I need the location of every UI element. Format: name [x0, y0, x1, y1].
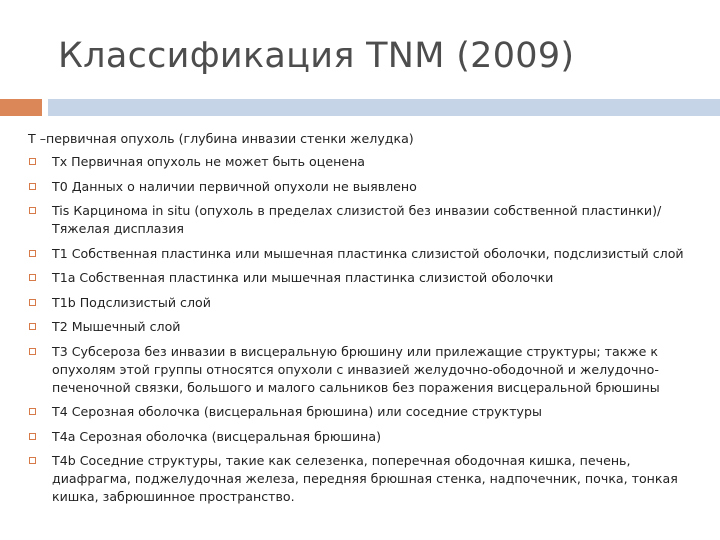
square-bullet-icon — [29, 207, 36, 214]
list-item-text: T4a Серозная оболочка (висцеральная брюшина) — [52, 428, 382, 444]
square-bullet-icon — [29, 457, 36, 464]
square-bullet-icon — [29, 158, 36, 165]
list-item — [28, 428, 698, 446]
square-bullet-icon — [29, 299, 36, 306]
square-bullet-icon — [29, 348, 36, 355]
list-item — [28, 294, 698, 312]
list-item — [28, 269, 698, 287]
list-item — [28, 452, 698, 506]
square-bullet-icon — [29, 433, 36, 440]
list-item-text: T1b Подслизистый слой — [52, 294, 211, 310]
list-item — [28, 178, 698, 196]
accent-bar — [0, 99, 42, 116]
list-item-text: Tx Первичная опухоль не может быть оценена — [52, 154, 366, 169]
list-item — [28, 403, 698, 421]
slide-title: Классификация TNM (2009) — [58, 36, 575, 76]
list-item-text: T2 Мышечный слой — [52, 319, 181, 334]
list-item-text: T1 Собственная пластинка или мышечная пластинка слизистой оболочки, подслизистый слой — [52, 245, 684, 261]
list-item-text: Tis Карцинома in situ (опухоль в пределах слизистой без инвазии собственной пластинки)/ Тяжелая дисплазия — [52, 203, 662, 236]
list-item — [28, 153, 698, 171]
list-item — [28, 318, 698, 336]
list-item-text: T4 Серозная оболочка (висцеральная брюшина) или соседние структуры — [52, 404, 542, 419]
list-item-text: T1a Собственная пластинка или мышечная пластинка слизистой оболочки — [52, 270, 554, 285]
bullet-list — [28, 153, 698, 506]
square-bullet-icon — [29, 183, 36, 190]
list-item-text: T0 Данных о наличии первичной опухоли не выявлено — [52, 178, 417, 194]
square-bullet-icon — [29, 323, 36, 330]
intro-text: T –первичная опухоль (глубина инвазии стенки желудка) — [28, 131, 414, 146]
square-bullet-icon — [29, 408, 36, 415]
title-divider-bar — [48, 99, 720, 116]
list-item — [28, 202, 698, 238]
square-bullet-icon — [29, 250, 36, 257]
list-item-text: T4b Соседние структуры, такие как селезенка, поперечная ободочная кишка, печень, диафрагма, поджелудочная железа, передняя брюшная стенка, надпочечник, почка, тонкая кишка, забрюшинное пространство. — [52, 453, 678, 504]
square-bullet-icon — [29, 274, 36, 281]
slide-content — [28, 130, 698, 513]
list-item — [28, 245, 698, 263]
list-item — [28, 343, 698, 397]
list-item-text: T3 Субсероза без инвазии в висцеральную брюшину или прилежащие структуры; также к опухолям этой группы относятся опухоли с инвазией желудочно-ободочной и желудочно-печеночной связки, большого и малого сальников без поражения висцеральной брюшины — [52, 343, 660, 395]
